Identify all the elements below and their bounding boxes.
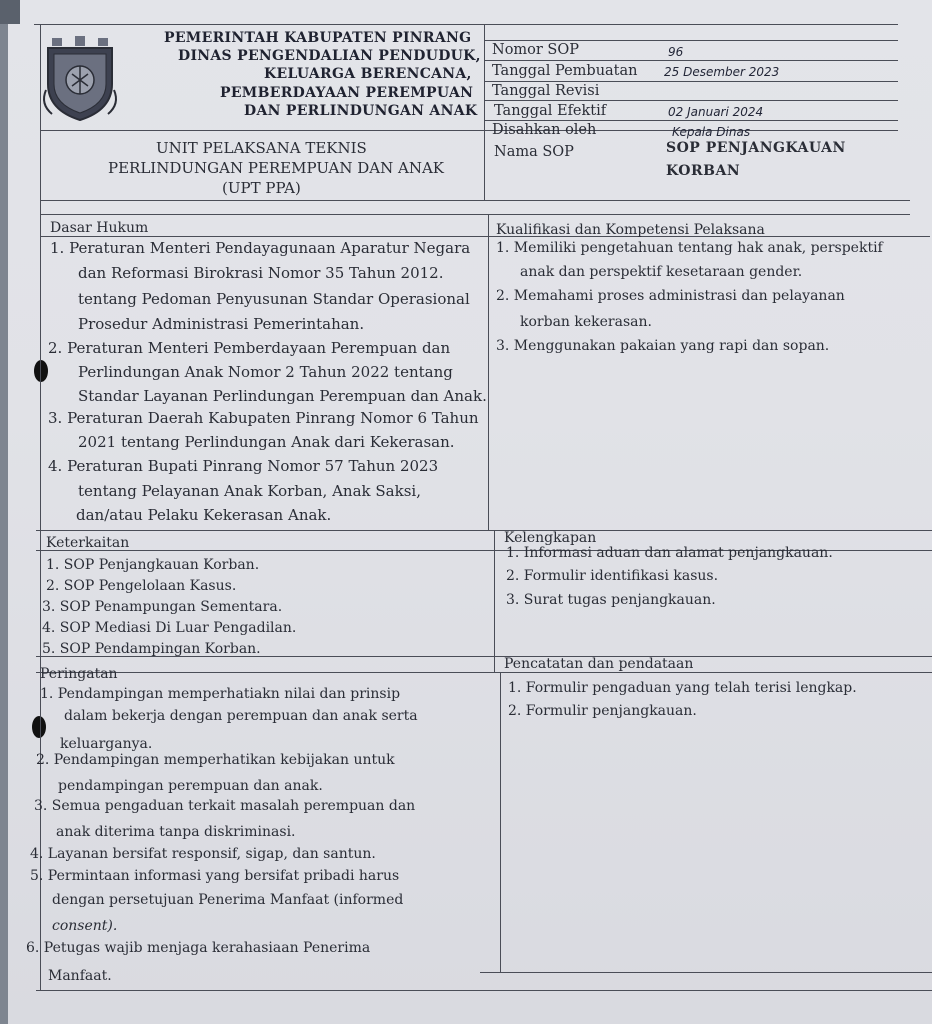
kualifikasi-line: 1. Memiliki pengetahuan tentang hak anak, perspektif [496,240,883,256]
unit-line-2: PERLINDUNGAN PEREMPUAN DAN ANAK [108,159,444,177]
kualifikasi-line: 3. Menggunakan pakaian yang rapi dan sopan. [496,338,830,354]
peringatan-line: anak diterima tanpa diskriminasi. [56,824,296,840]
kelengkapan-title: Kelengkapan [504,530,597,546]
dasar-hukum-line: 2021 tentang Perlindungan Anak dari Kekerasan. [78,433,455,451]
field-value-tanggal-efektif: 02 Januari 2024 [668,105,764,119]
peringatan-line: 5. Permintaan informasi yang bersifat pribadi harus [30,868,400,884]
field-label-disahkan-oleh: Disahkan oleh [492,122,597,138]
field-value-tanggal-pembuatan: 25 Desember 2023 [664,65,780,79]
peringatan-line: 3. Semua pengaduan terkait masalah perempuan dan [34,798,416,814]
keterkaitan-line: 3. SOP Penampungan Sementara. [42,599,283,615]
field-label-nama-sop: Nama SOP [494,144,574,160]
dasar-hukum-line: 1. Peraturan Menteri Pendayagunaan Aparatur Negara [50,239,471,257]
field-label-tanggal-efektif: Tanggal Efektif [494,103,607,119]
field-value-nomor-sop: 96 [668,45,684,59]
dasar-hukum-line: Perlindungan Anak Nomor 2 Tahun 2022 tentang [78,363,453,381]
peringatan-line: dalam bekerja dengan perempuan dan anak serta [64,708,418,724]
dasar-hukum-line: dan/atau Pelaku Kekerasan Anak. [76,506,332,524]
peringatan-line: Manfaat. [48,968,112,984]
keterkaitan-title: Keterkaitan [46,535,130,551]
field-label-nomor-sop: Nomor SOP [492,42,580,58]
field-label-tanggal-pembuatan: Tanggal Pembuatan [492,63,638,79]
kualifikasi-title: Kualifikasi dan Kompetensi Pelaksana [496,222,765,238]
kelengkapan-line: 1. Informasi aduan dan alamat penjangkauan. [506,545,833,561]
dasar-hukum-line: tentang Pelayanan Anak Korban, Anak Saksi, [78,482,421,500]
org-line-5: DAN PERLINDUNGAN ANAK [244,103,478,119]
dasar-hukum-title: Dasar Hukum [50,220,149,236]
keterkaitan-line: 2. SOP Pengelolaan Kasus. [46,578,237,594]
peringatan-line: consent). [52,918,118,934]
pencatatan-line: 2. Formulir penjangkauan. [508,703,697,719]
dasar-hukum-line: dan Reformasi Birokrasi Nomor 35 Tahun 2012. [78,264,444,282]
unit-line-1: UNIT PELAKSANA TEKNIS [156,139,367,157]
kualifikasi-line: 2. Memahami proses administrasi dan pelayanan [496,288,845,304]
kualifikasi-line: anak dan perspektif kesetaraan gender. [520,264,803,280]
sop-name-line-1: SOP PENJANGKAUAN [666,140,846,156]
dasar-hukum-line: Prosedur Administrasi Pemerintahan. [78,315,365,333]
field-label-tanggal-revisi: Tanggal Revisi [492,83,600,99]
kualifikasi-line: korban kekerasan. [520,314,652,330]
dasar-hukum-line: 2. Peraturan Menteri Pemberdayaan Perempuan dan [48,339,451,357]
pinrang-emblem-icon [38,34,122,122]
peringatan-line: 1. Pendampingan memperhatiakn nilai dan prinsip [40,686,401,702]
keterkaitan-line: 5. SOP Pendampingan Korban. [42,641,261,657]
org-line-2: DINAS PENGENDALIAN PENDUDUK, [178,48,481,64]
peringatan-title: Peringatan [40,666,118,682]
kelengkapan-line: 3. Surat tugas penjangkauan. [506,592,716,608]
kelengkapan-line: 2. Formulir identifikasi kasus. [506,568,719,584]
peringatan-line: 6. Petugas wajib menjaga kerahasiaan Penerima [26,940,371,956]
peringatan-line: keluarganya. [60,736,153,752]
peringatan-line: dengan persetujuan Penerima Manfaat (informed [52,892,404,908]
punch-hole-top [34,360,48,382]
peringatan-line: 4. Layanan bersifat responsif, sigap, dan santun. [30,846,376,862]
peringatan-line: 2. Pendampingan memperhatikan kebijakan untuk [36,752,395,768]
org-line-3: KELUARGA BERENCANA, [264,66,472,82]
punch-hole-bottom [32,716,46,738]
peringatan-line: pendampingan perempuan dan anak. [58,778,323,794]
dasar-hukum-line: tentang Pedoman Penyusunan Standar Operasional [78,290,470,308]
keterkaitan-line: 1. SOP Penjangkauan Korban. [46,557,260,573]
field-value-disahkan-oleh: Kepala Dinas [672,125,751,139]
background-corner [0,0,20,24]
unit-line-3: (UPT PPA) [222,179,301,197]
keterkaitan-line: 4. SOP Mediasi Di Luar Pengadilan. [42,620,297,636]
pencatatan-title: Pencatatan dan pendataan [504,656,694,672]
pencatatan-line: 1. Formulir pengaduan yang telah terisi lengkap. [508,680,857,696]
dasar-hukum-line: 3. Peraturan Daerah Kabupaten Pinrang Nomor 6 Tahun [48,409,479,427]
org-line-4: PEMBERDAYAAN PEREMPUAN [220,85,474,101]
sop-name-line-2: KORBAN [666,163,741,179]
dasar-hukum-line: 4. Peraturan Bupati Pinrang Nomor 57 Tahun 2023 [48,457,439,475]
org-line-1: PEMERINTAH KABUPATEN PINRANG [164,30,472,46]
dasar-hukum-line: Standar Layanan Perlindungan Perempuan dan Anak. [78,387,487,405]
